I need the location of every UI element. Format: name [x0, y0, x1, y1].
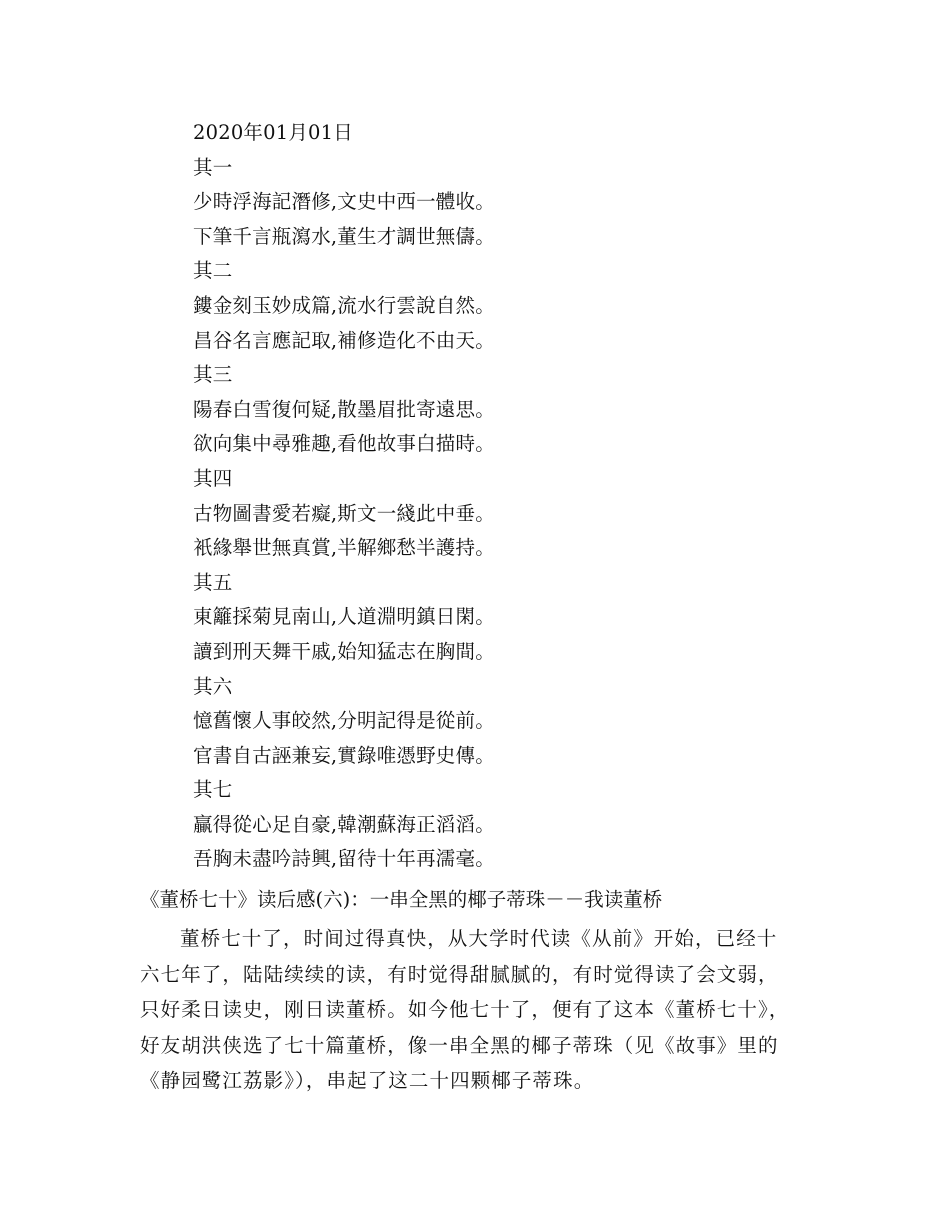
poem-heading: 其六 [193, 674, 233, 698]
poem-line: 欲向集中尋雅趣,看他故事白描時。 [193, 432, 495, 456]
poem-heading: 其二 [193, 259, 233, 283]
poem-line: 憶舊懷人事皎然,分明記得是從前。 [193, 709, 495, 733]
poem-line: 下筆千言瓶瀉水,董生才調世無儔。 [193, 224, 495, 248]
poem-line: 陽春白雪復何疑,散墨眉批寄遠思。 [193, 397, 495, 421]
poem-6 [193, 670, 793, 774]
poem-1 [193, 151, 793, 255]
poem-4 [193, 462, 793, 566]
essay-body [140, 921, 822, 1099]
poem-heading: 其五 [193, 570, 233, 594]
poem-line: 官書自古誣兼妄,實錄唯憑野史傳。 [193, 743, 495, 767]
poem-line: 古物圖書愛若癡,斯文一綫此中垂。 [193, 501, 495, 525]
poem-heading: 其一 [193, 155, 233, 179]
poem-line: 衹緣舉世無真賞,半解鄉愁半護持。 [193, 536, 495, 560]
essay-line: 《静园鹭江荔影》），串起了这二十四颗椰子蒂珠。 [140, 1069, 595, 1092]
poem-line: 東籬採菊見南山,人道淵明鎮日閑。 [193, 605, 495, 629]
poem-3 [193, 358, 793, 462]
poem-line: 鏤金刻玉妙成篇,流水行雲說自然。 [193, 293, 495, 317]
essay-line: 六七年了，陆陆续续的读，有时觉得甜腻腻的，有时觉得读了会文弱， [140, 962, 779, 986]
poem-2 [193, 254, 793, 358]
poem-line: 少時浮海記潛修,文史中西一體收。 [193, 190, 495, 214]
essay-line: 好友胡洪侠选了七十篇董桥，像一串全黑的椰子蒂珠（见《故事》里的 [140, 1033, 779, 1057]
poem-line: 贏得從心足自豪,韓潮蘇海正滔滔。 [193, 812, 495, 836]
date-line: 2020年01月01日 [193, 121, 353, 144]
poem-heading: 其四 [193, 466, 233, 490]
poem-line: 昌谷名言應記取,補修造化不由天。 [193, 328, 495, 352]
poem-line: 吾胸未盡吟詩興,留待十年再濡毫。 [193, 847, 495, 871]
essay-title: 《董桥七十》读后感(六)：一串全黑的椰子蒂珠－－我读董桥 [140, 888, 663, 911]
poem-heading: 其七 [193, 778, 233, 802]
essay-line: 董桥七十了，时间过得真快，从大学时代读《从前》开始，已经十 [180, 927, 778, 950]
poem-7 [193, 773, 793, 877]
essay-line: 只好柔日读史，刚日读董桥。如今他七十了，便有了这本《董桥七十》， [140, 998, 790, 1021]
poem-5 [193, 566, 793, 670]
poem-heading: 其三 [193, 363, 233, 387]
poem-line: 讀到刑天舞干戚,始知猛志在胸間。 [193, 639, 495, 663]
poem-section [193, 116, 793, 877]
